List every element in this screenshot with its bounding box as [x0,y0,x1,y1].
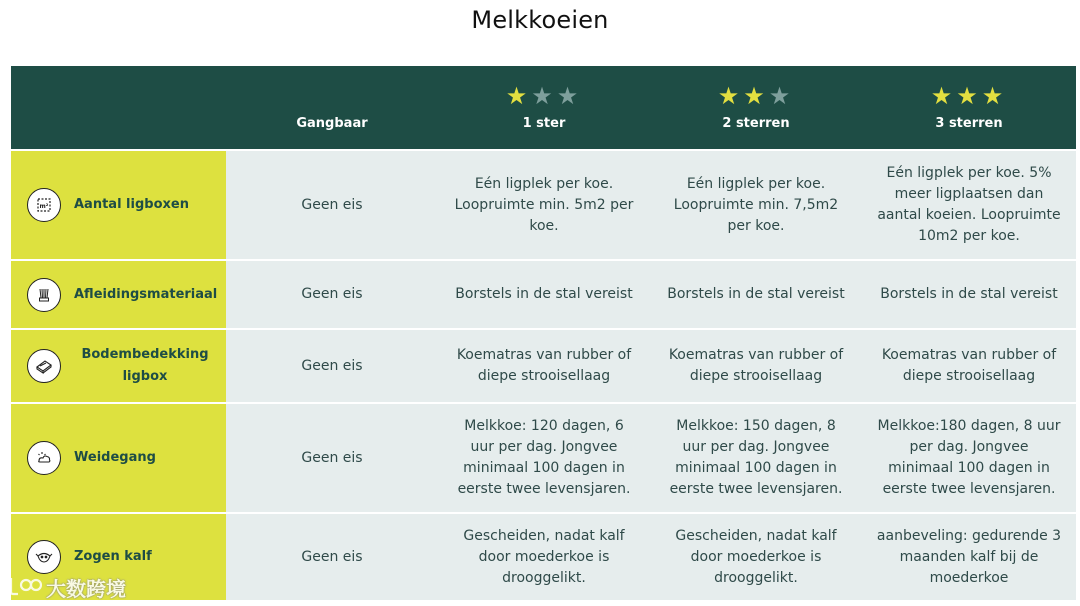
cell-3-sterren: Eén ligplek per koe. 5% meer ligplaatsen dan aantal koeien. Loopruimte 10m2 per koe. [862,151,1076,259]
star-empty-icon: ★ [556,82,583,110]
table-row [11,402,1076,512]
cell-2-sterren: Koematras van rubber of diepe strooisellaag [650,330,862,402]
cell-1-ster: Melkkoe: 120 dagen, 6 uur per dag. Jongvee minimaal 100 dagen in eerste twee levensjaren. [438,404,650,512]
table-row [11,512,1076,600]
cell-1-ster: Koematras van rubber of diepe strooisellaag [438,330,650,402]
row-label-text: Afleidingsmateriaal [74,286,218,302]
row-label-text: Weidegang [74,450,156,465]
cell-2-sterren: Gescheiden, nadat kalf door moederkoe is drooggelikt. [650,514,862,600]
row-label-bodembedekking [11,330,226,402]
cell-gangbaar: Geen eis [226,151,438,259]
header-level-label: 1 ster [522,116,566,131]
header-1-ster [438,66,650,149]
row-label-afleidingsmateriaal [11,261,226,328]
cell-3-sterren: aanbeveling: gedurende 3 maanden kalf bij de moederkoe [862,514,1076,600]
row-label-weidegang [11,404,226,512]
table-header [11,66,1076,149]
brush-icon [27,278,61,312]
header-gangbaar [226,66,438,149]
watermark-logo-icon [8,574,42,601]
pasture-icon [27,441,61,475]
cell-gangbaar: Geen eis [226,261,438,328]
star-filled-icon: ★ [743,82,769,110]
cell-gangbaar: Geen eis [226,514,438,600]
cell-1-ster: Borstels in de stal vereist [438,261,650,328]
star-filled-icon: ★ [956,82,982,110]
cell-1-ster: Eén ligplek per koe. Loopruimte min. 5m2 per koe. [438,151,650,259]
cell-3-sterren: Melkkoe:180 dagen, 8 uur per dag. Jongvee minimaal 100 dagen in eerste twee levensjaren. [862,404,1076,512]
star-empty-icon: ★ [768,82,795,110]
cell-2-sterren: Eén ligplek per koe. Loopruimte min. 7,5m2 per koe. [650,151,862,259]
cell-3-sterren: Koematras van rubber of diepe strooisellaag [862,330,1076,402]
star-empty-icon: ★ [531,82,557,110]
row-label-text: Aantal ligboxen [74,197,189,212]
mattress-icon [27,349,61,383]
header-3-sterren [862,66,1076,149]
page-title: Melkkoeien [471,6,609,34]
row-label-text: Zogen kalf [74,549,152,564]
cell-3-sterren: Borstels in de stal vereist [862,261,1076,328]
star-filled-icon: ★ [505,82,532,110]
svg-text:m²: m² [39,203,49,210]
cell-2-sterren: Borstels in de stal vereist [650,261,862,328]
star-rating-1 [506,84,583,108]
star-rating-3 [931,84,1008,108]
table-row [11,328,1076,402]
cell-2-sterren: Melkkoe: 150 dagen, 8 uur per dag. Jongvee minimaal 100 dagen in eerste twee levensjaren. [650,404,862,512]
star-rating-2 [718,84,795,108]
cell-1-ster: Gescheiden, nadat kalf door moederkoe is drooggelikt. [438,514,650,600]
watermark [8,573,126,602]
header-level-label: 2 sterren [722,116,790,131]
header-gangbaar-label: Gangbaar [296,116,368,131]
star-filled-icon: ★ [717,82,744,110]
header-empty-cell [11,66,226,149]
star-filled-icon: ★ [930,82,957,110]
space-measure-icon [27,188,61,222]
cell-gangbaar: Geen eis [226,404,438,512]
row-label-text: Bodembedekking ligbox [81,347,209,384]
table-row [11,259,1076,328]
cell-gangbaar: Geen eis [226,330,438,402]
header-2-sterren [650,66,862,149]
calf-icon [27,540,61,574]
comparison-table [11,66,1076,600]
watermark-text: 大数跨境 [46,577,126,601]
header-level-label: 3 sterren [935,116,1003,131]
star-filled-icon: ★ [981,82,1008,110]
row-label-aantal-ligboxen [11,151,226,259]
table-row [11,149,1076,259]
